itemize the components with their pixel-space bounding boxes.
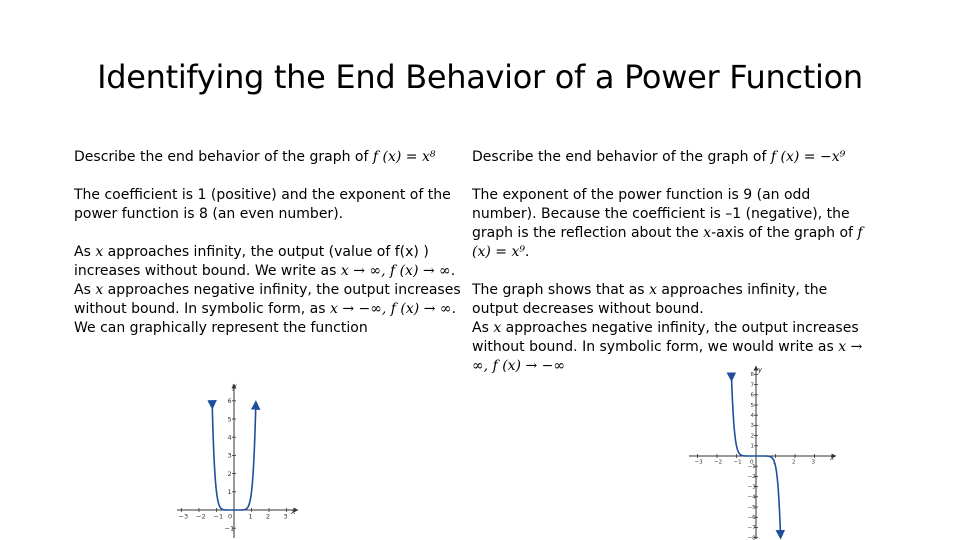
graph-neg-x9-x-label: x bbox=[830, 454, 835, 462]
left-column bbox=[74, 148, 464, 338]
left-p3-x: x bbox=[95, 244, 104, 260]
left-p3-math: x → ∞, f (x) → ∞ bbox=[340, 263, 451, 279]
left-p4-text: approaches negative infinity, the output increases without bound. In symbolic form, as bbox=[74, 282, 461, 317]
graph-neg-x9 bbox=[686, 364, 836, 540]
y-tick-label: −3 bbox=[747, 484, 756, 491]
y-tick-label: −7 bbox=[747, 525, 756, 532]
y-tick-label: 2 bbox=[750, 433, 754, 440]
graph-x8-x-label: x bbox=[291, 507, 296, 516]
left-graph-intro: We can graphically represent the function bbox=[74, 320, 368, 336]
y-tick-label: 6 bbox=[227, 397, 232, 406]
y-tick-label: 7 bbox=[750, 382, 754, 389]
right-p3-text2: approaches infinity, the output decreases without bound. bbox=[472, 282, 828, 317]
y-tick-label: −6 bbox=[747, 514, 756, 521]
y-tick-label: −5 bbox=[747, 504, 756, 511]
x-tick-label: 2 bbox=[792, 459, 796, 466]
graph-x8 bbox=[172, 380, 302, 540]
x-tick-label: −3 bbox=[178, 512, 189, 521]
right-p2-text2: -axis of the graph of bbox=[711, 225, 858, 241]
right-positive-infinity bbox=[472, 281, 864, 319]
y-tick-label: 3 bbox=[227, 451, 232, 460]
y-tick-label: 6 bbox=[750, 392, 754, 399]
left-p4-x: x bbox=[95, 282, 104, 298]
left-positive-infinity bbox=[74, 243, 464, 281]
left-negative-infinity bbox=[74, 281, 464, 319]
y-tick-label: 1 bbox=[227, 488, 232, 497]
x-tick-label: 1 bbox=[772, 459, 776, 466]
graph-x8-tick-labels bbox=[179, 397, 288, 532]
x-tick-label: 0 bbox=[228, 512, 233, 521]
right-explanation bbox=[472, 186, 864, 262]
right-p4-math: x → ∞, f (x) → −∞ bbox=[472, 339, 863, 374]
y-tick-label: 5 bbox=[750, 402, 754, 409]
graph-neg-x9-y-label: y bbox=[758, 366, 763, 374]
y-tick-label: 5 bbox=[227, 415, 232, 424]
left-question-math: f (x) = x⁸ bbox=[372, 149, 436, 165]
graph-x8-y-label: y bbox=[232, 382, 237, 391]
x-tick-label: 1 bbox=[248, 512, 253, 521]
x-tick-label: −1 bbox=[733, 459, 742, 466]
x-tick-label: 0 bbox=[750, 459, 754, 466]
y-tick-label: −8 bbox=[747, 535, 756, 540]
y-tick-label: −1 bbox=[747, 463, 756, 470]
right-p2-math: f (x) = x⁹ bbox=[472, 225, 863, 260]
right-question-math: f (x) = −x⁹ bbox=[770, 149, 846, 165]
left-p3-text: approaches infinity, the output (value of f(x) ) increases without bound. We write as bbox=[74, 244, 429, 279]
y-tick-label: −4 bbox=[747, 494, 756, 501]
y-tick-label: 1 bbox=[750, 443, 754, 450]
right-column bbox=[472, 148, 864, 379]
right-p4-pre: As bbox=[472, 320, 494, 336]
left-p4-end: . bbox=[451, 301, 457, 317]
x-tick-label: 2 bbox=[266, 512, 271, 521]
slide-title: Identifying the End Behavior of a Power Function bbox=[97, 58, 863, 96]
right-p3-text: The graph shows that as bbox=[472, 282, 650, 298]
right-p4-text: approaches negative infinity, the output increases without bound. In symbolic form, we would write as bbox=[472, 320, 859, 355]
y-tick-label: 3 bbox=[750, 423, 754, 430]
y-tick-label: −2 bbox=[747, 474, 756, 481]
y-tick-label: 4 bbox=[227, 433, 232, 442]
left-explanation: The coefficient is 1 (positive) and the exponent of the power function is 8 (an even number). bbox=[74, 187, 451, 222]
left-question bbox=[74, 148, 464, 167]
right-p4-x: x bbox=[493, 320, 502, 336]
right-p2-x: x bbox=[703, 225, 712, 241]
right-question-text: Describe the end behavior of the graph of bbox=[472, 149, 771, 165]
y-tick-label: 4 bbox=[750, 412, 754, 419]
right-question bbox=[472, 148, 864, 167]
x-tick-label: −1 bbox=[213, 512, 224, 521]
left-p3-pre: As bbox=[74, 244, 96, 260]
x-tick-label: −2 bbox=[196, 512, 206, 521]
right-p3-math: x bbox=[649, 282, 657, 298]
y-tick-label: −1 bbox=[224, 524, 235, 533]
y-tick-label: 8 bbox=[750, 372, 754, 379]
right-p2-end: . bbox=[524, 244, 530, 260]
left-p3-end: . bbox=[450, 263, 456, 279]
x-tick-label: 3 bbox=[811, 459, 815, 466]
x-tick-label: −3 bbox=[694, 459, 703, 466]
right-p2-text: The exponent of the power function is 9 (an odd number). Because the coefficient is –1 (negative), the graph is the reflection about the bbox=[472, 187, 850, 241]
left-question-text: Describe the end behavior of the graph of bbox=[74, 149, 373, 165]
x-tick-label: −2 bbox=[714, 459, 723, 466]
left-p4-pre: As bbox=[74, 282, 96, 298]
x-tick-label: 3 bbox=[283, 512, 288, 521]
left-p4-math: x → −∞, f (x) → ∞ bbox=[329, 301, 452, 317]
y-tick-label: 2 bbox=[227, 469, 232, 478]
